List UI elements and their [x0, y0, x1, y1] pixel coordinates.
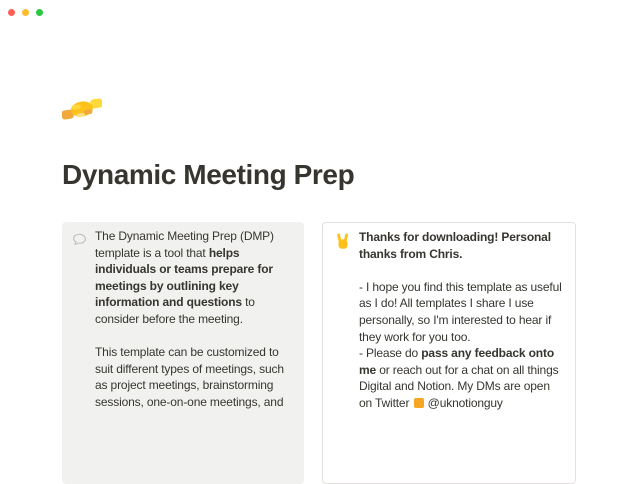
minimize-button[interactable]	[22, 9, 29, 16]
zoom-button[interactable]	[36, 9, 43, 16]
text-block: The Dynamic Meeting Prep (DMP) template is a tool that helps individuals or teams prepare for meetings by outlining key information and questions to consider before the meeting.	[95, 229, 274, 326]
callout-text	[95, 227, 294, 476]
victory-hand-icon	[336, 233, 352, 249]
callout-text	[359, 228, 565, 475]
callout-thanks-note	[322, 222, 576, 484]
text-block: - I hope you find this template as useful as I do! All templates I share I use personally, so I'm interested to hear if they work for you too.	[359, 279, 562, 344]
speech-bubble-icon	[72, 232, 88, 248]
text-block: Thanks for downloading! Personal thanks from Chris.	[359, 230, 551, 261]
text-block	[359, 262, 565, 279]
window-controls	[8, 9, 43, 16]
text-block	[95, 328, 294, 345]
pointing-right-icon	[414, 398, 424, 408]
callout-row	[62, 222, 576, 484]
text-block: This template can be customized to suit different types of meetings, such as project meetings, brainstorming sessions, one-on-one meetings, and	[95, 345, 284, 409]
callout-template-description	[62, 222, 304, 484]
close-button[interactable]	[8, 9, 15, 16]
handshake-emoji-icon[interactable]	[62, 93, 102, 125]
page-title: Dynamic Meeting Prep	[62, 159, 355, 190]
text-block: - Please do pass any feedback onto me or reach out for a chat on all things Digital and Notion. My DMs are open on Twitter @uknotionguy	[359, 346, 559, 410]
